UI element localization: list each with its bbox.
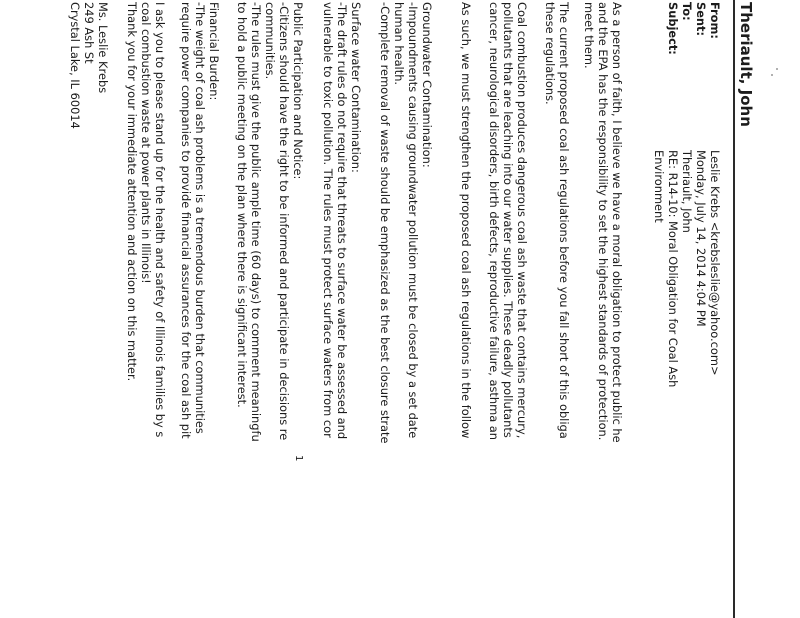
text-line: human health. bbox=[392, 2, 406, 86]
signature-city: Crystal Lake, IL 60014 bbox=[68, 2, 82, 129]
text-line: I ask you to please stand up for the health and safety of Illinois families by s bbox=[153, 2, 167, 438]
text-line: -The weight of coal ash problems is a tremendous burden that communities bbox=[193, 2, 207, 434]
intro-paragraph bbox=[582, 2, 624, 443]
subject-label: Subject: bbox=[666, 2, 680, 55]
groundwater-section bbox=[378, 2, 434, 444]
scan-speck bbox=[771, 74, 773, 76]
text-line: Coal combustion produces dangerous coal ash waste that contains mercury, bbox=[515, 2, 529, 439]
text-line: cancer, neurological disorders, birth defects, reproductive failure, asthma an bbox=[487, 2, 501, 440]
surface-water-section bbox=[321, 2, 363, 439]
text-line: -Impoundments causing groundwater pollution must be closed by a set date bbox=[406, 2, 420, 439]
text-line: Thank you for your immediate attention and action on this matter. bbox=[125, 2, 139, 382]
signature-block bbox=[68, 2, 110, 129]
sent-value: Monday, July 14, 2014 4:04 PM bbox=[694, 150, 708, 327]
document-title: Theriault, John bbox=[737, 2, 755, 127]
to-label: To: bbox=[680, 2, 694, 21]
text-line: and the EPA has the responsibility to set the highest standards of protection. bbox=[596, 2, 610, 441]
text-line: The current proposed coal ash regulations before you fall short of this obliga bbox=[557, 2, 571, 439]
sent-label: Sent: bbox=[694, 2, 708, 37]
text-line: coal combustion waste at power plants in Illinois! bbox=[139, 2, 153, 284]
public-participation-section bbox=[235, 2, 305, 442]
section-heading: Surface water Contamination: bbox=[349, 2, 363, 173]
text-line: As such, we must strengthen the proposed coal ash regulations in the follow bbox=[459, 2, 473, 439]
strengthen-paragraph bbox=[459, 2, 473, 438]
text-line: meet them. bbox=[582, 2, 596, 69]
subject-line-2: Environment bbox=[652, 150, 666, 223]
to-value: Theriault, John bbox=[680, 150, 694, 233]
text-line: these regulations. bbox=[543, 2, 557, 105]
signature-street: 249 Ash St bbox=[82, 2, 96, 64]
pollutants-paragraph bbox=[487, 2, 529, 440]
text-line: -The draft rules do not require that threats to surface water be assessed and bbox=[335, 2, 349, 440]
text-line: communities. bbox=[263, 2, 277, 80]
text-line: -The rules must give the public ample time (60 days) to comment meaningfu bbox=[249, 2, 263, 442]
title-rule bbox=[733, 0, 735, 618]
scan-speck bbox=[776, 68, 778, 70]
financial-burden-section bbox=[179, 2, 221, 439]
rotated-letter-sheet bbox=[60, 0, 800, 618]
subject-line-1: RE: R14-10: Moral Obligation for Coal Ash bbox=[666, 150, 680, 388]
section-heading: Public Participation and Notice: bbox=[291, 2, 305, 180]
text-line: -Citizens should have the right to be informed and participate in decisions re bbox=[277, 2, 291, 441]
text-line: pollutants that are leaching into our water supplies. These deadly pollutants bbox=[501, 2, 515, 438]
current-regulations-paragraph bbox=[543, 2, 571, 439]
signature-name: Ms. Leslie Krebs bbox=[96, 2, 110, 94]
page-number: 1 bbox=[293, 455, 304, 462]
from-value: Leslie Krebs <krebsleslie@yahoo.com> bbox=[708, 150, 722, 376]
text-line: As a person of faith, I believe we have a moral obligation to protect public he bbox=[610, 2, 624, 443]
section-heading: Groundwater Contamination: bbox=[420, 2, 434, 168]
text-line: require power companies to provide financial assurances for the coal ash pit bbox=[179, 2, 193, 439]
section-heading: Financial Burden: bbox=[207, 2, 221, 101]
from-label: From: bbox=[708, 2, 722, 39]
text-line: -Complete removal of waste should be emphasized as the best closure strate bbox=[378, 2, 392, 444]
text-line: to hold a public meeting on the plan where there is significant interest. bbox=[235, 2, 249, 408]
closing-paragraph bbox=[125, 2, 167, 437]
text-line: vulnerable to toxic pollution. The rules must protect surface waters from cor bbox=[321, 2, 335, 438]
